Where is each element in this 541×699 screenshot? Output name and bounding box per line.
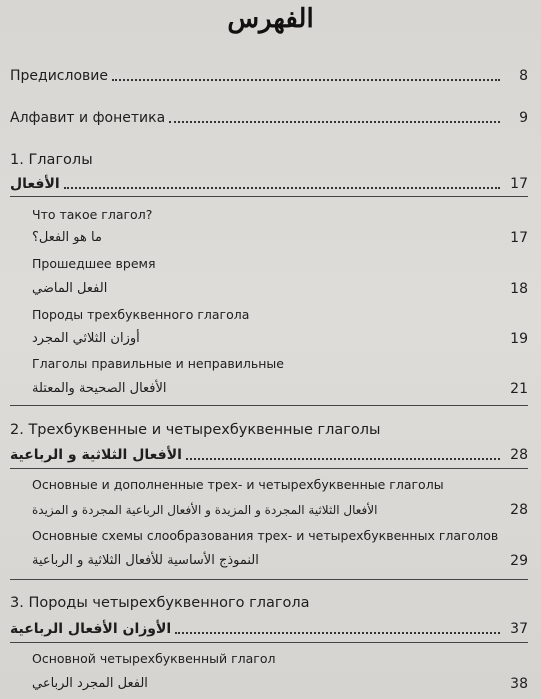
page-number: 38 <box>510 676 528 692</box>
item-russian-label: Основные и дополненные трех- и четырехбуквенные глаголы <box>32 477 444 492</box>
item-russian-label: Что такое глагол? <box>32 207 153 222</box>
entry-label: Алфавит и фонетика <box>10 110 166 126</box>
page-number: 19 <box>510 331 528 347</box>
toc-entry-item[interactable] <box>32 672 528 694</box>
entry-label: Предисловие <box>10 68 108 84</box>
page-number: 28 <box>510 447 528 463</box>
item-arabic-label: أوزان الثلاثي المجرد <box>32 331 140 346</box>
section-heading: 1. Глаголы <box>10 152 93 168</box>
page-number: 28 <box>510 502 528 518</box>
item-arabic-label: الأفعال الصحيحة والمعتلة <box>32 381 167 396</box>
item-russian-label: Глаголы правильные и неправильные <box>32 356 284 371</box>
toc-entry-item[interactable] <box>32 549 528 571</box>
leader-dots <box>64 186 500 189</box>
item-russian-label: Основной четырехбуквенный глагол <box>32 651 276 666</box>
section-divider <box>10 579 528 580</box>
leader-dots <box>186 457 500 460</box>
page-number: 18 <box>510 281 528 297</box>
section-divider <box>10 405 528 406</box>
toc-entry-item[interactable] <box>32 327 528 349</box>
item-arabic-label: ما هو الفعل؟ <box>32 230 102 245</box>
item-arabic-label: الأفعال الثلاثية المجردة و المزيدة و الأفعال الرباعية المجردة و المزيدة <box>32 503 378 517</box>
item-arabic-label: الفعل الماضي <box>32 281 108 296</box>
item-arabic-label: النموذج الأساسية للأفعال الثلاثية و الرباعية <box>32 553 259 568</box>
section-divider <box>10 642 528 643</box>
page-number: 21 <box>510 381 528 397</box>
page-number: 9 <box>519 110 528 126</box>
page-number: 8 <box>519 68 528 84</box>
page-number: 17 <box>510 176 528 192</box>
item-russian-label: Прошедшее время <box>32 256 156 271</box>
toc-entry-alphabet[interactable] <box>10 106 528 128</box>
leader-dots <box>175 631 500 634</box>
item-arabic-label: الفعل المجرد الرباعي <box>32 676 148 691</box>
item-russian-label: Породы трехбуквенного глагола <box>32 307 250 322</box>
section-divider <box>10 468 528 469</box>
toc-entry-item[interactable] <box>32 277 528 299</box>
toc-entry-item[interactable] <box>32 498 528 520</box>
section-arabic-label: الأفعال الثلاثية و الرباعية <box>10 447 182 463</box>
section-arabic-label: الأفعال <box>10 176 60 192</box>
section-heading: 3. Породы четырехбуквенного глагола <box>10 595 310 611</box>
item-russian-label: Основные схемы слообразования трех- и четырехбуквенных глаголов <box>32 528 499 543</box>
toc-entry-item[interactable] <box>32 226 528 248</box>
page-number: 37 <box>510 621 528 637</box>
toc-entry-item[interactable] <box>32 377 528 399</box>
toc-entry-section-3[interactable] <box>10 617 528 639</box>
leader-dots <box>169 120 500 123</box>
section-arabic-label: الأوزان الأفعال الرباعية <box>10 621 172 637</box>
section-divider <box>10 196 528 197</box>
toc-entry-preface[interactable] <box>10 64 528 86</box>
page-number: 29 <box>510 553 528 569</box>
toc-entry-section-2[interactable] <box>10 443 528 465</box>
page-number: 17 <box>510 230 528 246</box>
page-title: الفهرس <box>227 4 314 34</box>
section-heading: 2. Трехбуквенные и четырехбуквенные глаголы <box>10 422 381 438</box>
leader-dots <box>112 78 500 81</box>
toc-entry-section-1[interactable] <box>10 172 528 194</box>
